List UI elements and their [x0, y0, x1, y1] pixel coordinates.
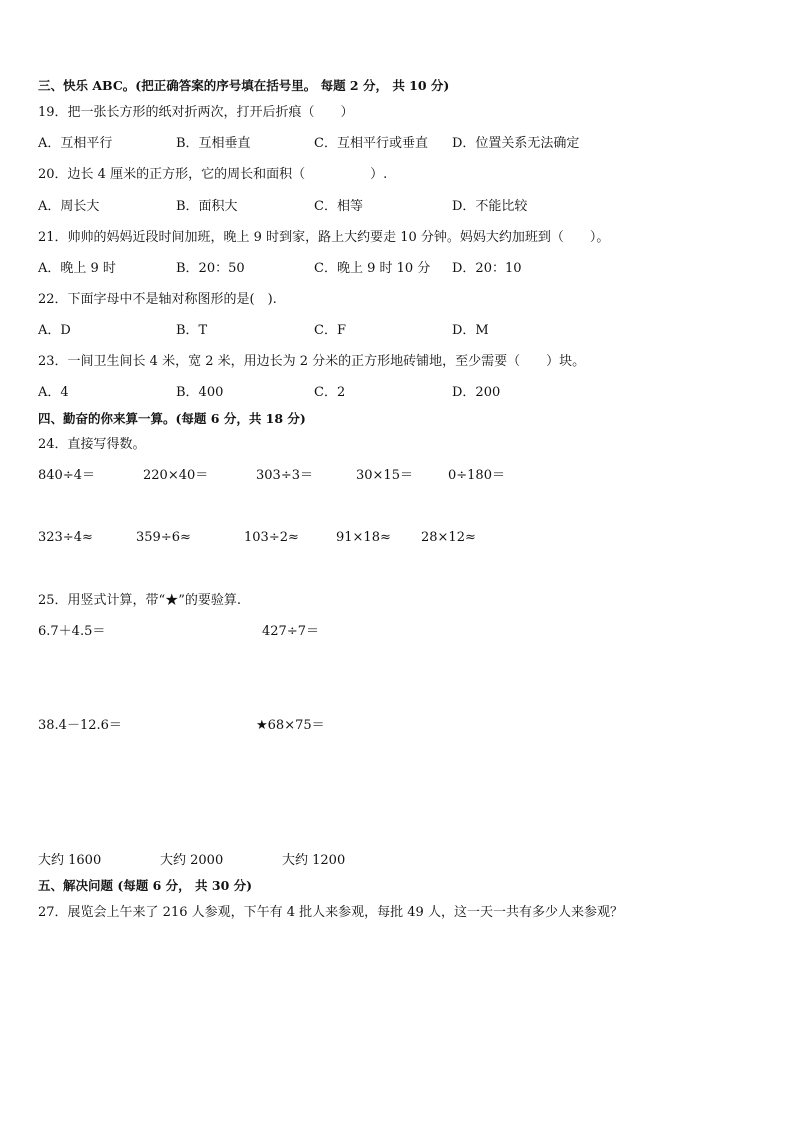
q24-row1-item-2: 220×40＝ [143, 468, 209, 483]
q25-item-3: 38.4－12.6＝ [38, 718, 122, 733]
q25-item-2: 427÷7＝ [262, 624, 319, 639]
question-27-stem: 27．展览会上午来了 216 人参观，下午有 4 批人来参观，每批 49 人，这一天一共有多少人来参观？ [38, 905, 623, 920]
question-21-option-c: C．晚上 9 时 10 分 [314, 261, 431, 276]
question-23-option-c: C．2 [314, 385, 346, 400]
estimate-1: 大约 1600 [38, 853, 102, 868]
estimate-3: 大约 1200 [282, 853, 346, 868]
question-22-stem: 22．下面字母中不是轴对称图形的是( ). [38, 292, 277, 307]
question-19-option-c: C．互相平行或垂直 [314, 136, 428, 151]
question-22-option-c: C．F [314, 323, 346, 338]
question-20-option-d: D．不能比较 [452, 199, 528, 214]
section4-heading: 四、勤奋的你来算一算。(每题 6 分，共 18 分) [38, 411, 306, 426]
q24-row2-item-1: 323÷4≈ [38, 530, 93, 545]
question-24-stem: 24．直接写得数。 [38, 437, 146, 452]
question-23-stem: 23．一间卫生间长 4 米，宽 2 米，用边长为 2 分米的正方形地砖铺地，至少需要（ ）块。 [38, 354, 586, 369]
q25-item-1: 6.7＋4.5＝ [38, 624, 106, 639]
q24-row1-item-1: 840÷4＝ [38, 468, 95, 483]
question-20-option-a: A．周长大 [38, 199, 100, 214]
question-23-option-b: B．400 [176, 385, 224, 400]
q24-row2-item-5: 28×12≈ [421, 530, 476, 545]
estimate-2: 大约 2000 [160, 853, 224, 868]
section3-heading: 三、快乐 ABC。(把正确答案的序号填在括号里。 每题 2 分， 共 10 分) [38, 78, 450, 93]
question-23-option-d: D．200 [452, 385, 501, 400]
question-21-option-d: D．20：10 [452, 261, 522, 276]
question-25-stem: 25．用竖式计算，带“★”的要验算. [38, 593, 241, 608]
question-20-option-b: B．面积大 [176, 199, 238, 214]
q25-item-4: ★68×75＝ [256, 718, 325, 733]
q24-row2-item-4: 91×18≈ [336, 530, 391, 545]
question-19-option-a: A．互相平行 [38, 136, 113, 151]
question-21-option-a: A．晚上 9 时 [38, 261, 116, 276]
question-22-option-a: A．D [38, 323, 71, 338]
question-19-option-b: B．互相垂直 [176, 136, 251, 151]
question-22-option-d: D．M [452, 323, 489, 338]
question-23-option-a: A．4 [38, 385, 69, 400]
q24-row1-item-5: 0÷180＝ [448, 468, 505, 483]
question-20-stem: 20．边长 4 厘米的正方形，它的周长和面积（ ）. [38, 167, 388, 182]
question-22-option-b: B．T [176, 323, 208, 338]
q24-row1-item-3: 303÷3＝ [256, 468, 313, 483]
section5-heading: 五、解决问题 (每题 6 分， 共 30 分) [38, 878, 253, 893]
question-19-option-d: D．位置关系无法确定 [452, 136, 580, 151]
question-21-option-b: B．20：50 [176, 261, 245, 276]
question-20-option-c: C．相等 [314, 199, 363, 214]
q24-row1-item-4: 30×15＝ [356, 468, 413, 483]
q24-row2-item-3: 103÷2≈ [244, 530, 299, 545]
question-19-stem: 19．把一张长方形的纸对折两次，打开后折痕（ ） [38, 105, 354, 120]
q24-row2-item-2: 359÷6≈ [136, 530, 191, 545]
question-21-stem: 21．帅帅的妈妈近段时间加班，晚上 9 时到家，路上大约要走 10 分钟。妈妈大约加班到（ ）。 [38, 230, 610, 245]
